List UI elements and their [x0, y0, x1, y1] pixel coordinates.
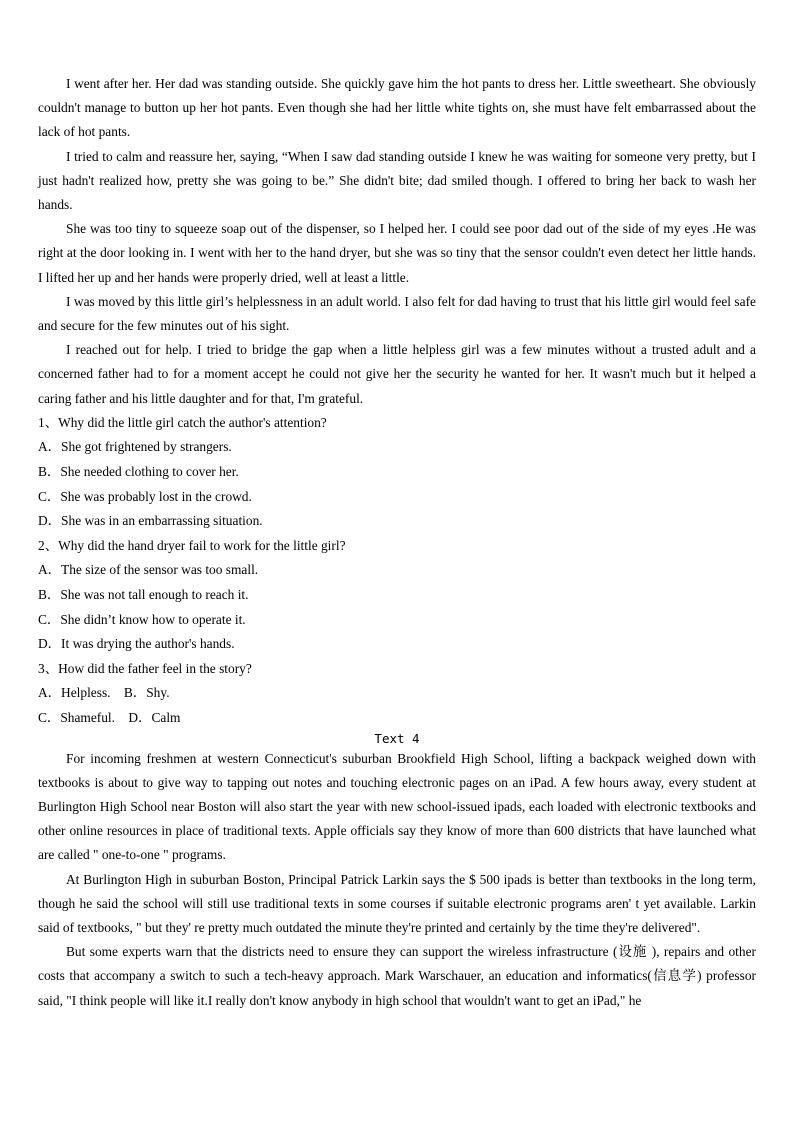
- paragraph: But some experts warn that the districts need to ensure they can support the wireless infrastructure (设施 ), repairs and other costs that accompany a switch to such a tech-heavy approach. Mark Warschauer, an education and informatics(信息学) professor said, "I think people will like it.I really don't know anybody in high school that wouldn't want to get an iPad," he: [38, 944, 756, 1008]
- paragraph: I went after her. Her dad was standing outside. She quickly gave him the hot pants to dress her. Little sweetheart. She obviously couldn't manage to button up her hot pants. Even though she had her little white tights on, she must have felt embarrassed about the lack of hot pants.: [38, 76, 756, 140]
- passage-3: [38, 72, 756, 411]
- answer-option: A．Helpless. B．Shy.: [38, 685, 170, 701]
- paragraph: She was too tiny to squeeze soap out of the dispenser, so I helped her. I could see poor dad out of the side of my eyes .He was right at the door looking in. I went with her to the hand dryer, but she was so tiny that the sensor couldn't even detect her little hands. I lifted her up and her hands were properly dried, well at least a little.: [38, 221, 756, 285]
- answer-option: C．Shameful. D．Calm: [38, 709, 181, 725]
- answer-option: D．She was in an embarrassing situation.: [38, 513, 263, 529]
- answer-option: A．The size of the sensor was too small.: [38, 562, 259, 578]
- paragraph: I reached out for help. I tried to bridge the gap when a little helpless girl was a few minutes without a trusted adult and a concerned father had to for a moment accept he could not give her the security he wanted for her. It wasn't much but it helped a caring father and his little daughter and for that, I'm grateful.: [38, 342, 756, 406]
- passage-title: Text 4: [374, 730, 420, 746]
- question-stem: 3、How did the father feel in the story?: [38, 660, 252, 676]
- passage-4: [38, 731, 756, 1013]
- paragraph: I was moved by this little girl’s helplessness in an adult world. I also felt for dad having to trust that his little girl would feel safe and secure for the few minutes out of his sight.: [38, 293, 756, 334]
- paragraph: For incoming freshmen at western Connecticut's suburban Brookfield High School, lifting a backpack weighed down with textbooks is about to give way to tapping out notes and touching electronic pages on an iPad. A few hours away, every student at Burlington High School near Boston will also start the year with new school-issued ipads, each loaded with electronic textbooks and other online resources in place of traditional texts. Apple officials say they know of more than 600 districts that have launched what are called " one-to-one " programs.: [38, 750, 756, 863]
- answer-option: B．She needed clothing to cover her.: [38, 464, 239, 480]
- document-page: [38, 72, 756, 1013]
- answer-option: B．She was not tall enough to reach it.: [38, 587, 249, 602]
- answer-option: A．She got frightened by strangers.: [38, 439, 232, 455]
- question-list: [38, 411, 756, 731]
- paragraph: I tried to calm and reassure her, saying, “When I saw dad standing outside I knew he was waiting for someone very pretty, but I just hadn't realized how, pretty she was going to be.” She didn't bite; dad smiled though. I offered to bring her back to wash her hands.: [38, 148, 756, 213]
- answer-option: C．She was probably lost in the crowd.: [38, 488, 252, 504]
- answer-option: D．It was drying the author's hands.: [38, 636, 235, 652]
- answer-option: C．She didn’t know how to operate it.: [38, 611, 246, 627]
- question-stem: 2、Why did the hand dryer fail to work for the little girl?: [38, 537, 346, 553]
- question-stem: 1、Why did the little girl catch the author's attention?: [38, 414, 327, 430]
- paragraph: At Burlington High in suburban Boston, Principal Patrick Larkin says the $ 500 ipads is better than textbooks in the long term, though he said the school will still use traditional texts in some courses if suitable electronic programs aren' t yet available. Larkin said of textbooks, " but they' re pretty much outdated the minute they're printed and certainly by the time they're delivered".: [38, 871, 756, 935]
